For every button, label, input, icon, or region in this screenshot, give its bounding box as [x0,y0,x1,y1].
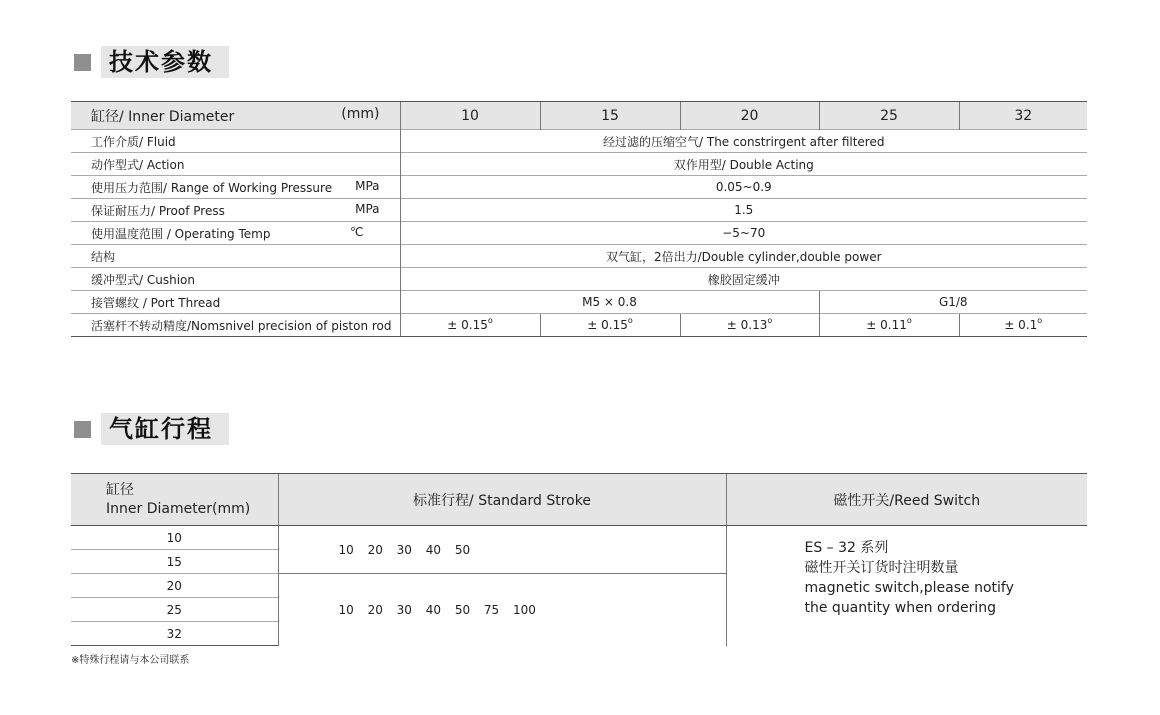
diameter-cell: 15 [71,550,278,574]
row-label: 缓冲型式/ Cushion [71,268,400,291]
diameter-header: 10 [400,102,540,130]
spec-table [71,101,1087,337]
table-row [71,268,1087,291]
precision-cell [819,314,959,337]
precision-value: ± 0.13 [726,318,768,332]
precision-cell [400,314,540,337]
table-row [71,245,1087,268]
diameter-header: 15 [540,102,680,130]
row-label: 接管螺纹 / Port Thread [71,291,400,314]
row-unit: MPa [355,178,380,193]
precision-cell [680,314,819,337]
row-value: G1/8 [819,291,1087,314]
precision-value: ± 0.15 [447,318,488,332]
diameter-cell: 10 [166,530,182,545]
stroke-header-row [71,474,1087,526]
row-value: −5~70 [400,222,1087,245]
table-row [71,314,1087,337]
header-label: 缸径/ Inner Diameter [91,108,235,125]
diameter-cell: 32 [71,622,278,646]
row-value: 0.05~0.9 [400,176,1087,199]
table-row [71,130,1087,153]
precision-value: ± 0.11 [866,318,907,332]
stroke-values: 10 20 30 40 50 [278,526,726,574]
section-title: 技术参数 [101,46,229,78]
stroke-table [71,473,1087,646]
footnote: ※特殊行程请与本公司联系 [71,655,190,666]
row-value: 经过滤的压缩空气/ The constrirgent after filtered [400,130,1087,153]
row-value: 橡胶固定缓冲 [400,268,1087,291]
diameter-header: 32 [959,102,1087,130]
diameter-header: 20 [680,102,819,130]
row-label: 工作介质/ Fluid [71,130,400,153]
section-title: 气缸行程 [101,413,229,445]
diameter-header-cn: 缸径 [106,481,134,498]
row-value: 双气缸，2倍出力/Double cylinder,double power [400,245,1087,268]
row-label: 动作型式/ Action [71,153,400,176]
row-value: M5 × 0.8 [400,291,819,314]
row-label-cell [71,176,400,199]
header-label-cell [71,102,400,130]
table-row [71,199,1087,222]
table-row [71,222,1087,245]
standard-stroke-header: 标准行程/ Standard Stroke [278,474,726,526]
reed-line: magnetic switch,please notify [804,580,1014,596]
row-label-cell [71,199,400,222]
reed-line: 磁性开关订货时注明数量 [804,560,959,576]
diameter-cell: 20 [71,574,278,598]
tech-params-heading [74,46,229,78]
table-row [71,176,1087,199]
table-row [71,153,1087,176]
row-label: 结构 [71,245,400,268]
degree-mark: o [487,316,493,325]
row-value: 1.5 [400,199,1087,222]
header-unit: (mm) [341,105,380,122]
degree-mark: o [906,316,912,325]
degree-mark: o [767,316,773,325]
square-bullet-icon [74,421,91,438]
row-label: 使用温度范围 / Operating Temp [91,226,271,241]
reed-line: ES – 32 系列 [804,540,889,556]
degree-mark: o [627,316,633,325]
reed-line: the quantity when ordering [804,600,996,616]
stroke-heading [74,413,229,445]
row-unit: MPa [355,201,380,216]
stroke-values: 10 20 30 40 50 75 100 [278,574,726,646]
precision-cell [540,314,680,337]
row-label: 使用压力范围/ Range of Working Pressure [91,180,333,195]
precision-cell [959,314,1087,337]
row-unit: ℃ [350,224,364,239]
precision-value: ± 0.15 [587,318,628,332]
degree-mark: o [1037,316,1043,325]
diameter-cell: 25 [71,598,278,622]
diameter-header: 25 [819,102,959,130]
diameter-header-cell [71,474,278,526]
row-label-cell [71,222,400,245]
reed-switch-note [726,526,1087,646]
spec-header-row [71,102,1087,130]
row-label: 保证耐压力/ Proof Press [91,203,225,218]
row-value: 双作用型/ Double Acting [400,153,1087,176]
row-label: 活塞杆不转动精度/Nomsnivel precision of piston rod [71,314,400,337]
table-row [71,526,1087,550]
reed-switch-header: 磁性开关/Reed Switch [726,474,1087,526]
table-row [71,291,1087,314]
square-bullet-icon [74,54,91,71]
diameter-header-en: Inner Diameter(mm) [106,500,251,517]
precision-value: ± 0.1 [1004,318,1038,332]
